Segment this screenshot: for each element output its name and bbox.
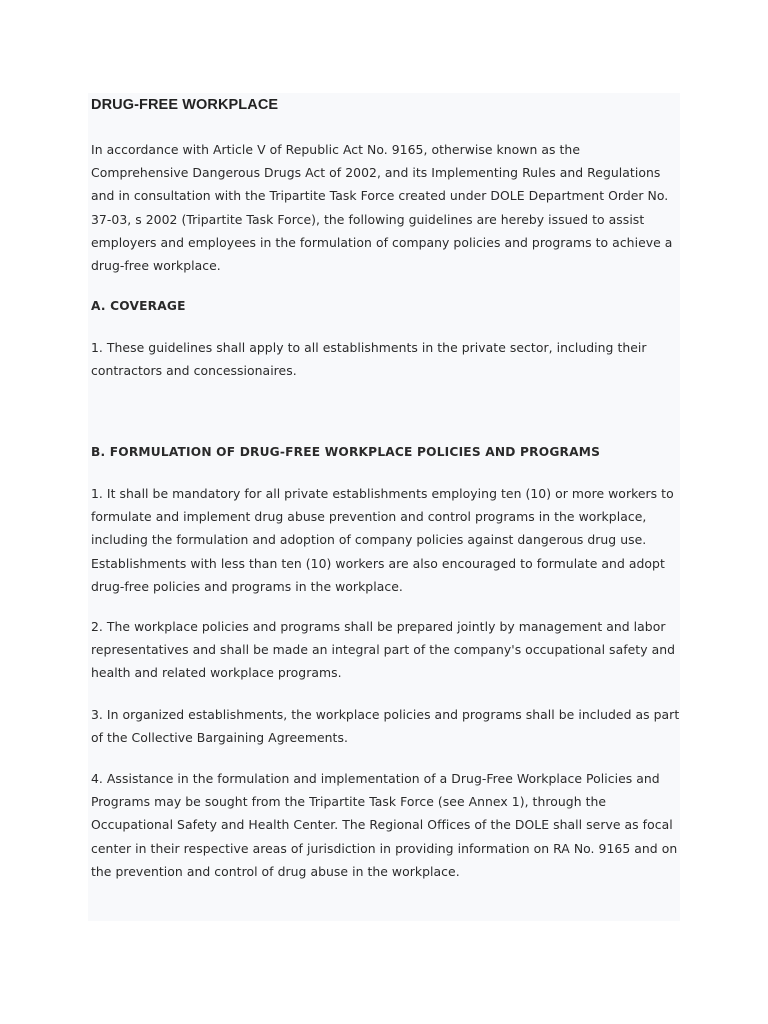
section-b-paragraph-3: 3. In organized establishments, the workplace policies and programs shall be included as part of the Collective Bargaining Agreements. bbox=[91, 707, 680, 746]
section-b-paragraph-4: 4. Assistance in the formulation and implementation of a Drug-Free Workplace Policies and Programs may be sought from the Tripartite Task Force (see Annex 1), through the Occupational Safety and Health Center. The Regional Offices of the DOLE shall serve as focal center in their respective areas of jurisdiction in providing information on RA No. 9165 and on the prevention and control of drug abuse in the workplace. bbox=[91, 771, 678, 879]
section-b-paragraph-1: 1. It shall be mandatory for all private establishments employing ten (10) or more workers to formulate and implement drug abuse prevention and control programs in the workplace, including the formulation and adoption of company policies against dangerous drug use. Establishments with less than ten (10) workers are also encouraged to formulate and adopt drug-free policies and programs in the workplace. bbox=[91, 486, 674, 594]
intro-paragraph: In accordance with Article V of Republic Act No. 9165, otherwise known as the Comprehensive Dangerous Drugs Act of 2002, and its Implementing Rules and Regulations and in consultation with the Tripartite Task Force created under DOLE Department Order No. 37-03, s 2002 (Tripartite Task Force), the following guidelines are hereby issued to assist employers and employees in the formulation of company policies and programs to achieve a drug-free workplace. bbox=[91, 142, 673, 274]
document-title: DRUG-FREE WORKPLACE bbox=[91, 97, 279, 113]
section-b-paragraph-2: 2. The workplace policies and programs shall be prepared jointly by management and labor representatives and shall be made an integral part of the company's occupational safety and health and related workplace programs. bbox=[91, 619, 676, 681]
section-a-paragraph-1: 1. These guidelines shall apply to all establishments in the private sector, including their contractors and concessionaires. bbox=[91, 340, 647, 379]
section-b-heading: B. FORMULATION OF DRUG-FREE WORKPLACE POLICIES AND PROGRAMS bbox=[91, 445, 601, 459]
section-a-heading: A. COVERAGE bbox=[91, 299, 186, 313]
